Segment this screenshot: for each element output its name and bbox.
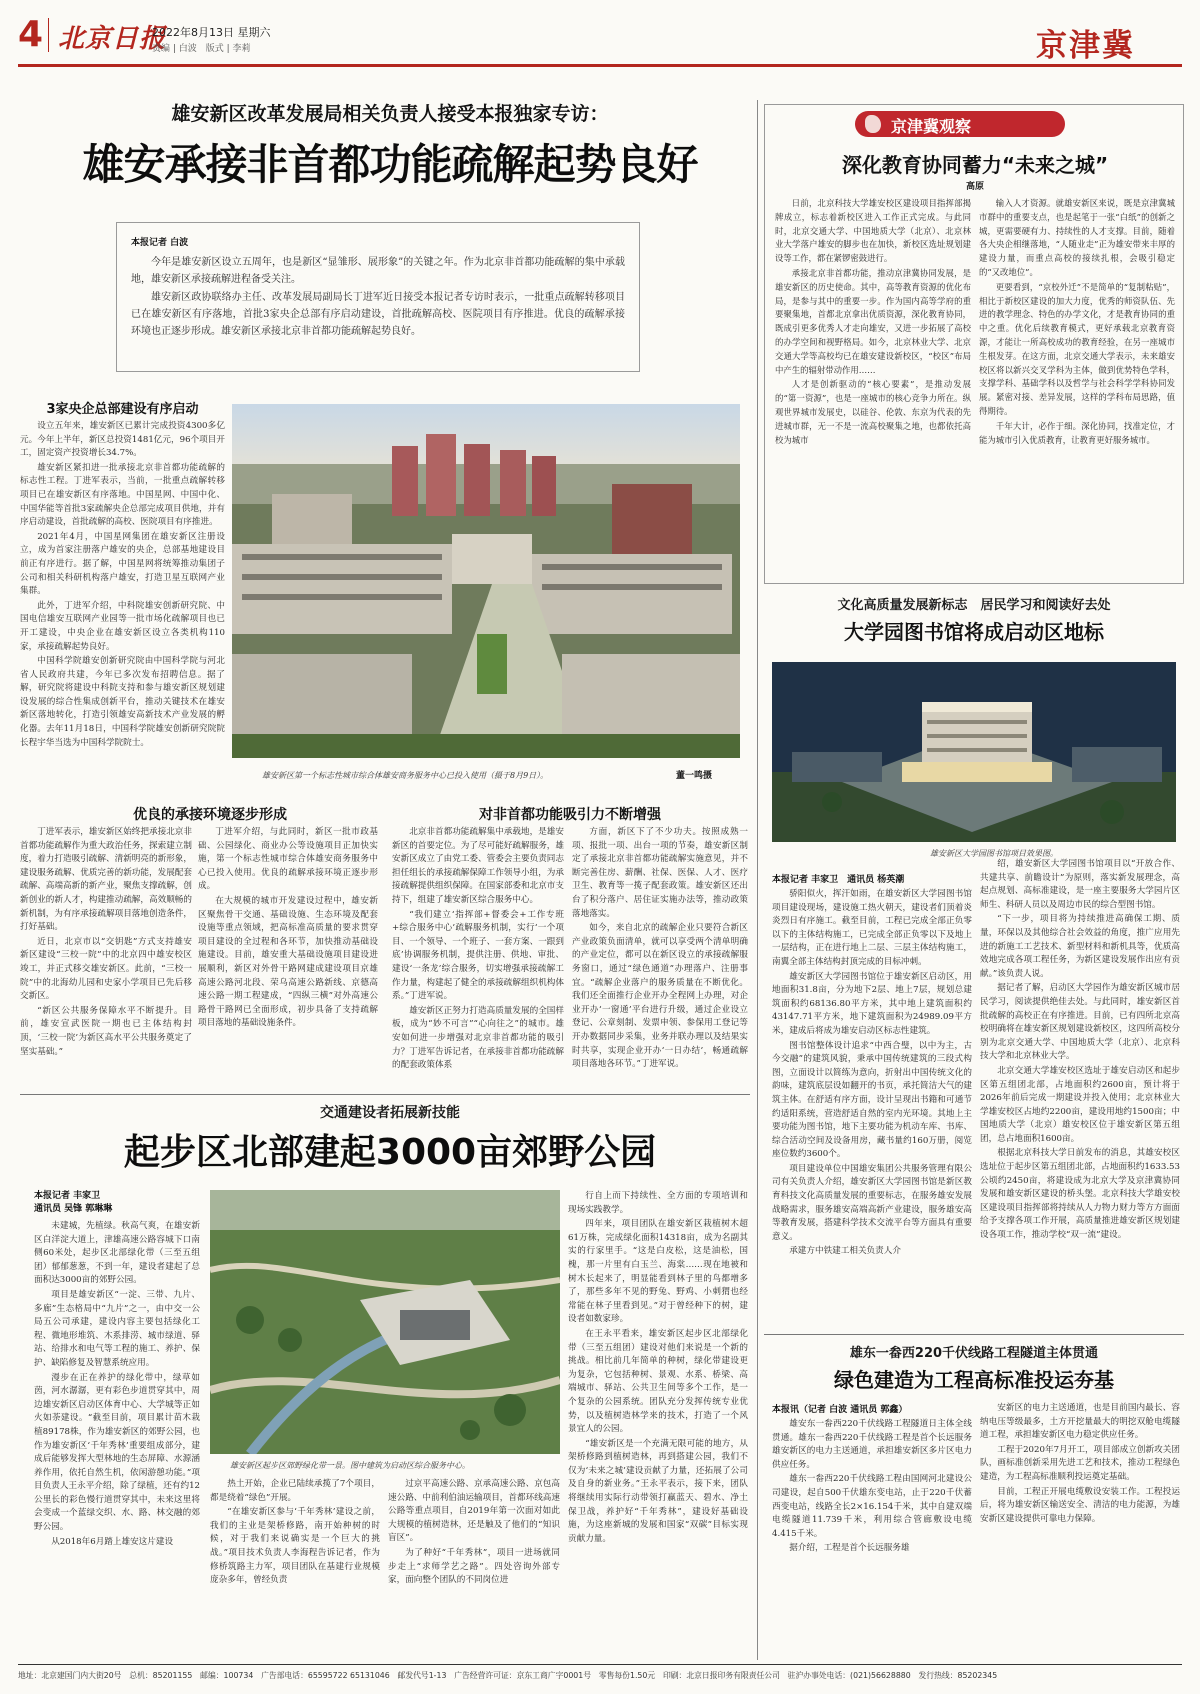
paragraph: 如今，来自北京的疏解企业只要符合新区产业政策负面清单，就可以享受两个清单明确的产业定位，都可以在新区设立的承接疏解服务窗口，通过“绿色通道”办理落户、注册事宜。“疏解企业落户的服务质量在不断优化。我们还全面推行企业开办全程网上办理，对企业开办‘一窗通’平台进行升级，通过企业设立登记、公章刻制、发票申领、参保用工登记等开办数据同步采集，业务并联办理以及结果实时共享，实现企业开办‘一日办结’，畅通疏解项目落地各环节。”丁进军说。	[572, 923, 748, 1070]
lead-photo	[232, 404, 740, 758]
paragraph: 雄安新区紧扣进一批承接北京非首都功能疏解的标志性工程。丁进军表示，当前，一批重点疏解转移项目已在雄安新区有序落地。中国星网、中国中化、中国华能等首批3家疏解央企总部完成项目供地，并有序启动建设，首批疏解的高校、医院项目有序推进。	[20, 462, 225, 528]
paragraph: 北京交通大学雄安校区选址于雄安启动区和起步区第五组团北部，占地面积约2600亩，预计将于2026年前后完成一期建设并投入使用；北京林业大学雄安校区占地约2200亩，建设用地约1500亩；中国地质大学（北京）雄安校区位于雄安新区第五组团，总占地面积1600亩。	[980, 1065, 1180, 1144]
paragraph: 项目是雄安新区“一淀、三带、九片、多廊”生态格局中“九片”之一，由中交一公局五公司承建，建设内容主要包括绿化工程、微地形堆筑、木系排涝、城市绿道、驿站、给排水和电气等工程的施工、养护、保护、缺陷修复及智慧系统应用。	[34, 1289, 200, 1368]
library-kicker: 文化高质量发展新标志 居民学习和阅读好去处	[837, 598, 1111, 613]
paragraph: “我们建立‘指挥部+督委会+工作专班+综合服务中心’疏解服务机制，实行‘一个项目、一个领导、一个班子、一套方案、一跟到底’协调服务机制，提供注册、供地、审批、建设‘一条龙’综合服务，切实增强承接疏解工作力量，构建起了健全的承接疏解组织机构体系。”丁进军说。	[392, 909, 564, 1002]
park-headline: 起步区北部建起3000亩郊野公园	[123, 1132, 657, 1173]
commentary-title: 深化教育协同蓄力“未来之城”	[841, 153, 1109, 177]
paragraph: 据记者了解，启动区大学园作为雄安新区城市居民学习，阅读提供绝佳去处。与此同时，雄安新区首批疏解的高校正在有序推进。目前，已有四所北京高校明确将在雄安新区规划建设新校区，这四所高校分别为北京交通大学、中国地质大学（北京）、北京科技大学和北京林业大学。	[980, 983, 1180, 1062]
paragraph: 绍，雄安新区大学园图书馆项目以“开放合作、共建共享、前瞻设计”为原则，落实新发展理念，高起点规划、高标准建设，是一座主要服务大学园片区师生、科研人员以及周边市民的综合型图书馆。	[980, 859, 1180, 910]
park-byline: 本报记者 丰家卫 通讯员 吴锋 郭琳琳	[34, 1191, 113, 1214]
commentary-body-a	[775, 197, 971, 577]
park-photo	[210, 1190, 560, 1454]
paragraph: “雄安新区是一个充满无限可能的地方，从架桥修路到植树造林，再到搭建公园，我们不仅为‘未来之城’建设贡献了力量，还拓展了公司及自身的新业务。”王永平表示，接下来，团队将继续用实际行动带领打赢蓝天、碧水、净土保卫战，养护好“千年秀林”，建设好基础设施，为这座新城的发展和国家“双碳”目标实现贡献力量。	[568, 1438, 748, 1544]
lead-intro	[131, 254, 625, 341]
park-photo-caption: 雄安新区起步区郊野绿化带一景。图中建筑为启动区综合服务中心。	[230, 1461, 470, 1470]
section1-title: 3家央企总部建设有序启动	[46, 402, 199, 417]
paragraph: 日前，北京科技大学雄安校区建设项目指挥部揭牌成立，标志着新校区进入工作正式完成。与此同时，北京交通大学、中国地质大学（北京）、北京林业大学落户雄安的脚步也在加快，新校区选址规划建设等工作，都在紧锣密鼓进行。	[775, 198, 971, 264]
library-rendering-image	[772, 662, 1176, 842]
lead-intro-box	[116, 222, 640, 372]
lead-byline: 本报记者 白波	[131, 238, 189, 248]
paragraph: 北京非首都功能疏解集中承载地，是雄安新区的首要定位。为了尽可能好疏解服务，雄安新区成立了由党工委、管委会主要负责同志担任组长的承接疏解保障工作领导小组，为承接疏解提供组织保障。在国家部委和北京市支持下，组建了雄安新区综合服务中心。	[392, 827, 564, 905]
paragraph: 雄东一畚西220千伏线路工程由国网河北建设公司建设，起自500千伏雄东变电站，止于220千伏蓄西变电站，线路全长2×16.154千米，其中自建双端电缆隧道11.739千米，利用综合管廊敷设电缆4.415千米。	[772, 1474, 972, 1539]
commentary-body-b	[979, 197, 1175, 577]
park-body-c	[388, 1478, 560, 1650]
section2-body-b	[198, 826, 378, 1082]
paragraph: “在雄安新区参与‘千年秀林’建设之前，我们的主业是架桥修路，南开始种树的时候，对于我们来说确实是一个巨大的挑战。”项目技术负责人李海程告诉记者，作为修桥筑路主力军，项目团队在基建行业规模庞杂多年，曾经负责	[210, 1507, 380, 1586]
commentary-badge-label: 京津冀观察	[891, 117, 972, 136]
paragraph: 目前，工程正开展电缆敷设安装工作。工程投运后，将为雄安新区输送安全、清洁的电力能源，为雄安新区建设提供可靠电力保障。	[980, 1486, 1180, 1524]
paragraph: 承建方中铁建工相关负责人介	[789, 1246, 901, 1257]
power-body-b	[980, 1402, 1180, 1652]
paragraph: 丁进军表示，雄安新区始终把承接北京非首都功能疏解作为重大政治任务，探索建立制度，着力打造吸引疏解、清新明亮的新形象，建设服务疏解、优质完善的新功能，发展配套疏解、高端高新的新产业，聚焦支撑疏解，创新创业的新人才，构建推动疏解，高效顺畅的新机制，为有序承接疏解项目落地创造条件，打好基础。	[20, 827, 192, 933]
section2-title: 优良的承接环境逐步形成	[133, 807, 287, 823]
paragraph: 从2018年6月踏上雄安这片建设	[51, 1536, 174, 1547]
paragraph: 雄安新区正努力打造高质量发展的全国样板，成为“妙不可言”“心向往之”的城市。雄安如何进一步增强对北京非首都功能的吸引力？丁进军告诉记者，在承接非首都功能疏解的配套政策体系	[392, 1005, 564, 1071]
paragraph: 设立五年来，雄安新区已累计完成投资4300多亿元。今年上半年，新区总投资1481亿元，96个项目开工，固定资产投资增长34.7%。	[20, 421, 225, 459]
lead-photo-credit: 董一鸣摄	[676, 771, 713, 781]
issue-date: 2022年8月13日 星期六	[152, 26, 271, 39]
paragraph: 在王永平看来，雄安新区起步区北部绿化带（三至五组团）建设对他们来说是一个新的挑战。相比前几年简单的种树，绿化带建设更为复杂，它包括种树、景观、水系、桥梁、高端城市、驿站、公共卫生间等多个工作，是一个复杂的公园系统。团队充分发挥传统专业优势，以及植树造林学来的技术，打造了一个风景宜人的公园。	[568, 1328, 748, 1435]
library-body-a	[772, 888, 972, 1324]
library-byline: 本报记者 丰家卫 通讯员 杨英潮	[772, 875, 905, 885]
paragraph: 热土开始，企业已陆续承揽了7个项目，都是绕着“绿色”开展。	[210, 1479, 380, 1503]
page-number: 4	[18, 14, 44, 55]
paper-name: 北京日报	[58, 24, 167, 54]
section3-body-a	[392, 826, 564, 1082]
paragraph: 根据北京科技大学日前发布的消息，其雄安校区选址位于起步区第五组团北部，占地面积约1633.53公顷约2450亩，将建设成为北京大学及京津冀协同发展和雄安新区建设的桥头堡。北京科技大学雄安校区建设项目指挥部将持续从人力物力财力等方方面面给予支撑各项工作开展，高质量推进雄安新区规划建设各项工作，推动学校“双一流”建设。	[980, 1148, 1180, 1241]
page-footer: 地址：北京建国门内大街20号 总机：85201155 邮编：100734 广告部电话：65595722 65131046 邮发代号1-13 广告经营许可证：京东工商广字0001号 零售每份1.50元 印刷：北京日报印务有限责任公司 驻沪办事处电话：(021)56628880 发行热线：85202345	[18, 1671, 998, 1680]
editors: 责编 | 白波 版式 | 李莉	[152, 44, 251, 54]
park-body-d	[568, 1190, 748, 1650]
section-title: 京津冀	[1036, 28, 1135, 64]
section2-body-a	[20, 826, 192, 1082]
paragraph: “新区公共服务保障水平不断提升。目前，雄安宣武医院一期也已主体结构封顶，‘三校一院’为新区高水平公共服务奠定了坚实基础。”	[20, 1005, 192, 1057]
lead-photo-caption: 雄安新区第一个标志性城市综合体雄安商务服务中心已投入使用（摄于8月9日）。	[262, 771, 549, 780]
section1-body	[20, 420, 225, 788]
paragraph: 项目建设单位中国雄安集团公共服务管理有限公司有关负责人介绍，雄安新区大学园图书馆是新区教育科技文化高质量发展的重要标志，在服务雄安发展战略需求，服务雄安高端高新产业建设，服务雄安高等教育发展，搭建科学技术交流平台等方面具有重要意义。	[772, 1163, 972, 1242]
paragraph: 过京平高速公路、京承高速公路、京包高速公路、中前利伯油运输项目，首都环线高速公路等重点项目，自2019年第一次面对如此大规模的植树造林，还是触及了他们的“知识盲区”。	[388, 1479, 560, 1544]
section3-title: 对非首都功能吸引力不断增强	[479, 807, 661, 823]
section3-body-b	[572, 826, 748, 1082]
paragraph: 2021年4月，中国星网集团在雄安新区注册设立，成为首家注册落户雄安的央企，总部基地建设目前正有序进行。据了解，中国星网将统筹推动集团子公司和相关科研机构落户雄安，打造卫星互联网产业集群。	[20, 531, 225, 597]
hebei-map-icon	[865, 115, 881, 133]
paragraph: 安新区的电力主送通道，也是目前国内最长、容纳电压等级最多，土方开挖量最大的明挖双舱电缆隧道工程，承担雄安新区电力稳定供应任务。	[980, 1403, 1180, 1441]
paragraph: 未建城，先植绿。秋高气爽，在雄安新区白洋淀大道上，津雄高速公路容城下口南侧60米处，起步区北部绿化带（三至五组团）郁郁葱葱，不到一年，建设者建起了总面积达3000亩的郊野公园。	[34, 1221, 200, 1286]
paragraph: 此外，丁进军介绍，中科院雄安创新研究院、中国电信雄安互联网产业园等一批市场化疏解项目也已开工建设，中央企业在雄安新区设立各类机构110家，承接疏解起势良好。	[20, 600, 225, 652]
paragraph: 更要看到，“京校外迁”不是简单的“复制粘贴”，相比于新校区建设的加大力度，优秀的师资队伍、先进的教学理念、特色的办学文化，才是教育协同的重中之重。优化后续教育模式，更好承载北京教育资源，才能让一所高校成功的教育经验，在另一座城市生根发芽。在这方面，北京交通大学表示，未来雄安校区将以新兴交叉学科为主体，做到优势特色学科，支撑学科、基础学科以及哲学与社会科学学科协同发展。紧密对接、差异发展，这样的学科布局思路，值得期待。	[979, 281, 1175, 416]
paragraph: 四年来，项目团队在雄安新区栽植树木超61万株，完成绿化面积14318亩，成为名副其实的行家里手。“这是白皮松，这是油松，国槐，那一片里有白玉兰、海棠……现在地被和树木长起来了，明显能看到林子里的鸟都增多了，那些多年不见的野兔、野鸡、小刺猬也经常能在林子里看到见。”对于曾经种下的树，建设者如数家珍。	[568, 1219, 748, 1325]
lead-kicker: 雄安新区改革发展局相关负责人接受本报独家专访：	[171, 103, 609, 125]
paragraph: 据介绍，工程是首个长远服务雄	[789, 1543, 910, 1554]
paragraph: 行自上而下持续性、全方面的专项培训和现场实践教学。	[568, 1191, 748, 1215]
lead-intro-paragraph: 今年是雄安新区设立五周年，也是新区“显雏形、展形象”的关键之年。作为北京非首都功能疏解的集中承载地，雄安新区承接疏解进程备受关注。	[131, 257, 625, 285]
paragraph: “下一步，项目将为持续推进高确保工期、质量，环保以及其他综合社会效益的角度，推广应用先进的新施工工艺技术、新型材料和新机具等，优质高效地完成各项工程任务，为新区建设发展作出应有贡献。”该负责人说。	[980, 914, 1180, 979]
lead-headline: 雄安承接非首都功能疏解起势良好	[82, 140, 698, 189]
paragraph: 工程于2020年7月开工，项目部成立创新攻关团队，画标准创新采用先进工艺和技术，推动工程绿色建造，为工程高标准顺利投运奠定基础。	[980, 1444, 1180, 1482]
park-aerial-photo	[210, 1190, 560, 1454]
paragraph: 近日，北京市以“交钥匙”方式支持雄安新区建设“三校一院”中的北京四中雄安校区竣工，并正式移交雄安新区。此前，“三校一院”中的北海幼儿园和史家小学项目已先后移交新区。	[20, 936, 192, 1002]
paragraph: 为了种好“千年秀林”，项目一进场就同步走上“求师学艺之路”。四处咨询外部专家，面向整个团队的不同岗位进	[388, 1547, 560, 1586]
paragraph: 千年大计，必作于细。深化协同，找准定位，才能为城市引入优质教育，让教育更好服务城市。	[979, 420, 1175, 445]
library-photo-caption: 雄安新区大学园图书馆项目效果图。	[930, 849, 1058, 858]
power-headline: 绿色建造为工程高标准投运夯基	[834, 1368, 1114, 1392]
power-body-a	[772, 1418, 972, 1652]
park-kicker: 交通建设者拓展新技能	[320, 1105, 460, 1121]
paragraph: 方面，新区下了不少功夫。按照成熟一项、报批一项、出台一项的节奏，雄安新区制定了承接北京非首都功能疏解实施意见，并不断完善住房、薪酬、社保、医保、人才、医疗卫生、教育等一揽子配套政策。雄安新区还出台了积分落户、居住证实施办法等，推动政策落地落实。	[572, 827, 748, 919]
paragraph: 输入人才资源。就雄安新区来说，既是京津冀城市群中的重要支点，也是起笔于一张“白纸”的创新之城，更需要硬有力、持续性的人才支撑。目前，随着各大央企相继落地，“人随业走”正为雄安带来丰厚的建设力量，而重点高校的接续扎根，会吸引稳定的“又改地位”。	[979, 198, 1175, 277]
paragraph: 雄安新区大学园图书馆位于雄安新区启动区，用地面积31.8亩，分为地下2层、地上7层，规划总建筑面积约68136.80平方米，其中地上建筑面积约43147.71平方米，地下建筑面积为24989.09平方米，建成后将成为雄安启动区标志性建筑。	[772, 971, 972, 1036]
masthead	[0, 0, 1200, 78]
paragraph: 图书馆整体设计追求“中西合璧，以中为主，古今交融”的建筑风貌，秉承中国传统建筑的三段式构图，立面设计以简练为意向，折射出中国传统文化的韵味，建筑底层设如翻开的书页，承托简洁大气的建筑主体。在舒适有序方面，设计呈现出书籍和可通节约适阳系统，营造舒适自然的室内光环境。其地上主要功能为图书馆，地下主要功能为机动车库、书库、综合活动空间及设备用房，藏书量约160万册，阅览座位数约3600个。	[772, 1040, 972, 1160]
masthead-rule	[18, 64, 1182, 67]
commentary-author: 高原	[965, 182, 984, 192]
library-body-b	[980, 858, 1180, 1324]
lead-intro-paragraph: 雄安新区政协联络办主任、改革发展局副局长丁进军近日接受本报记者专访时表示，一批重点疏解转移项目已在雄安新区有序落地，首批3家央企总部有序启动建设，首批疏解高校、医院项目有序推进。优良的疏解承接环境也正逐步形成。雄安新区承接北京非首都功能疏解起势良好。	[131, 292, 625, 337]
park-body-b	[210, 1478, 380, 1650]
commentary-box	[764, 104, 1184, 584]
park-body-a	[34, 1220, 200, 1650]
paragraph: 中国科学院雄安创新研究院由中国科学院与河北省人民政府共建，今年已多次发布招聘信息。据了解，研究院将建设中科院支持和参与雄安新区规划建设发展的综合性集成创新平台，推动关键技术在雄安新区落地转化，打造引领雄安高新技术产业发展的孵化器。去年11月18日，中国科学院雄安创新研究院院长程宇华当选为中国科学院院士。	[20, 656, 225, 748]
paragraph: 骄阳似火，挥汗如雨，在雄安新区大学园图书馆项目建设现场，建设施工热火朝天，建设者们顶着炎炎烈日有序施工。截至目前，工程已完成全部正负零以下的主体结构施工，已完成全部正负零以下及地上一层结构，正在进行地上二层、三层主体结构施工，南翼全部主体结构封顶完成的目标冲刺。	[772, 889, 972, 967]
paragraph: 承接北京非首都功能，推动京津冀协同发展，是雄安新区的历史使命。其中，高等教育资源的优化布局，是参与其中的重要一步。作为国内高等学府的重要聚集地，首都北京拿出优质资源，深化教育协同，既成引更多优秀人才走向雄安，又进一步拓展了高校的办学空间和视野格局。如今，北京林业大学、北京交通大学等高校均已在雄安建设新校区，“校区”布局中产生的辐射带动作用……	[775, 267, 971, 375]
library-headline: 大学园图书馆将成启动区地标	[844, 620, 1104, 644]
power-kicker: 雄东一畚西220千伏线路工程隧道主体贯通	[849, 1346, 1099, 1361]
power-byline: 本报讯（记者 白波 通讯员 郭鑫）	[772, 1405, 908, 1415]
paragraph: 在大规模的城市开发建设过程中，雄安新区聚焦骨干交通、基础设施、生态环境及配套设施等重点领域，把高标准高质量的要求贯穿项目建设的全过程和各环节，加快推动基础设施建设。目前，雄安重大基础设施项目建设进展顺利，新区对外骨干路网建成建设项目京雄高速公路河北段、荣乌高速公路新线、京德高速公路一期工程建成，“四纵三横”对外高速公路骨干路网已全面形成，初步具备了支持疏解项目落地的基础设施条件。	[198, 895, 378, 1029]
paragraph: 人才是创新驱动的“核心要素”，是推动发展的“第一资源”，也是一座城市的核心竞争力所在。纵观世界城市发展史，以硅谷、伦敦、东京为代表的先进城市群，无一不是一流高校聚集之地，也都依托高校为城市	[775, 379, 971, 445]
paragraph: 漫步在正在养护的绿化带中，绿草如茵，河水潺潺，更有彩色步道贯穿其中，周边雄安新区启动区体育中心、大学城等正如火如荼建设。“截至目前，项目累计苗木栽植89178株，作为雄安新区的郊野公园，也作为雄安新区‘千年秀林’重要组成部分，建成后能够发挥大型林地的生态屏障、水源涵养作用，依托自然生机，依闲游憩功能。”项目负责人王永平介绍，除了绿植，还有约12公里长的彩色慢行道贯穿其中，未来这里将会变成一个蓝绿交织、水、路、林交融的郊野公园。	[34, 1372, 200, 1533]
paragraph: 雄安东一畚西220千伏线路工程隧道日主体全线贯通。雄东一畚西220千伏线路工程是首个长远服务雄安新区的电力主送通道，承担雄安新区多片区电力供应任务。	[772, 1419, 972, 1470]
library-photo	[772, 662, 1176, 842]
paragraph: 丁进军介绍，与此同时，新区一批市政基础、公园绿化、商业办公等设施项目正加快实施，第一个标志性城市综合体雄安商务服务中心已投入使用。优良的疏解承接环境正逐步形成。	[198, 827, 378, 892]
city-complex-aerial-photo	[232, 404, 740, 758]
